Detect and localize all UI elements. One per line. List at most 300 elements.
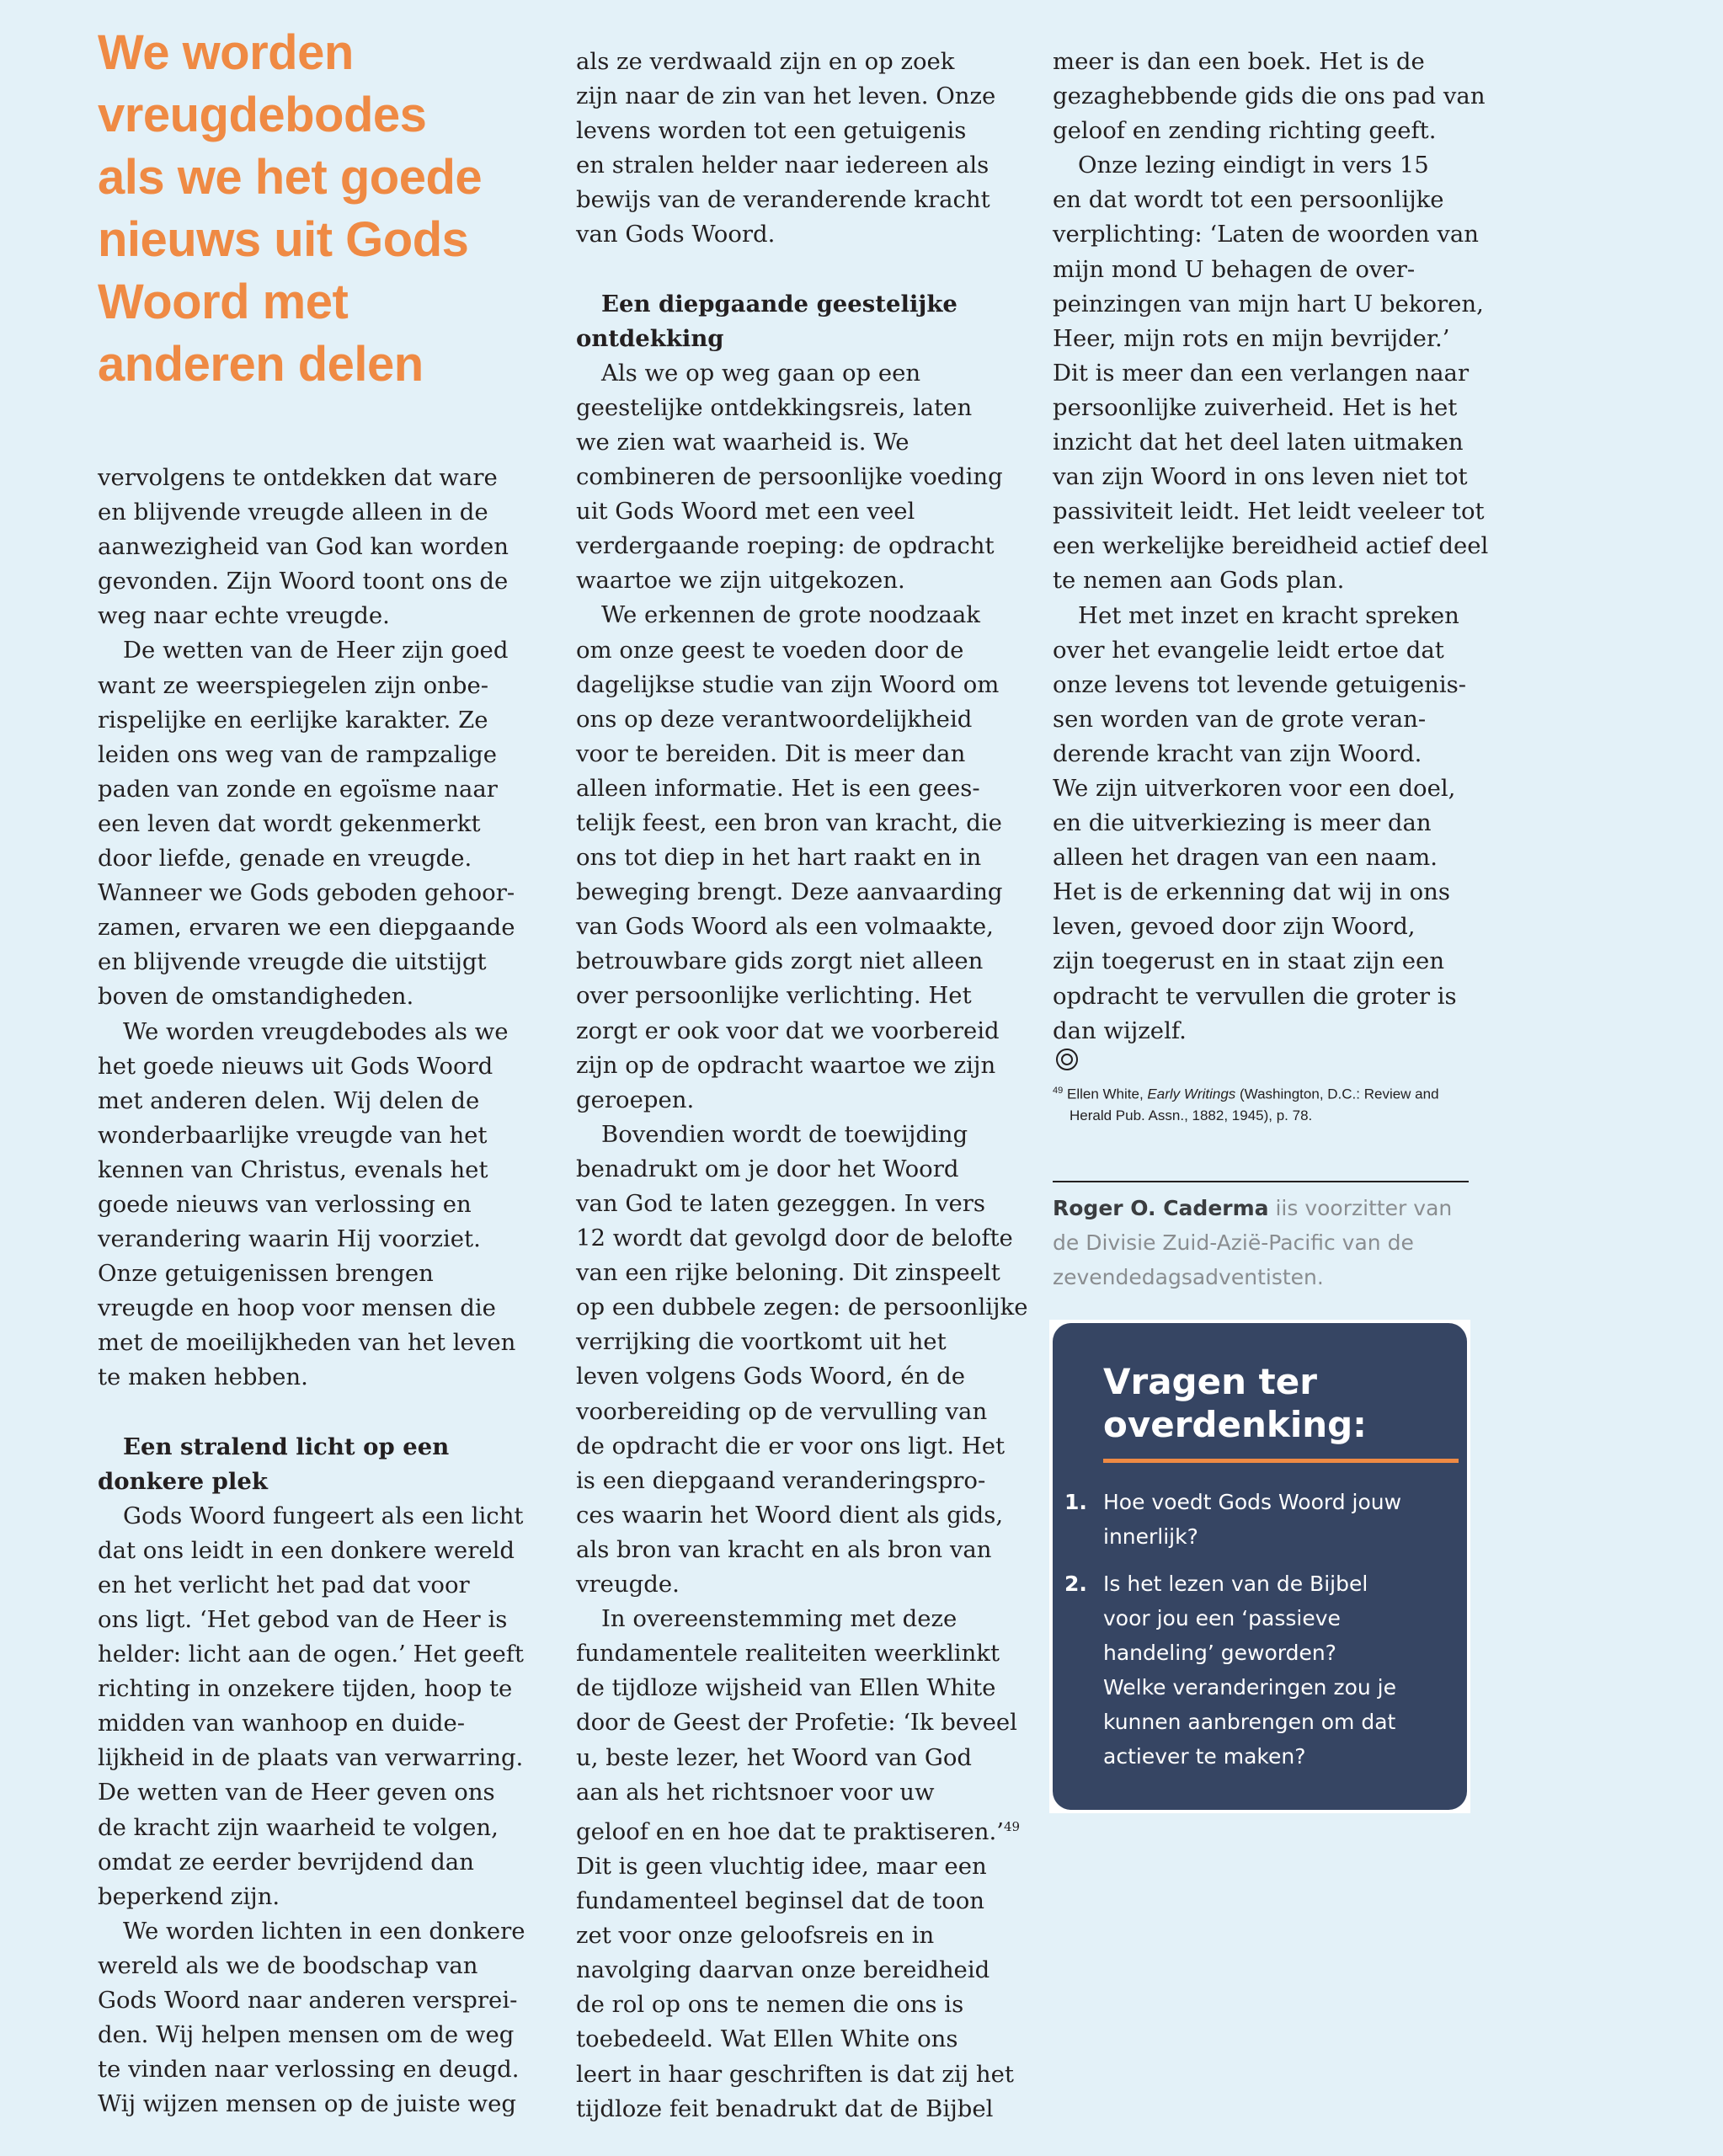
body-text-line [576,1395,1028,1429]
body-text-line [576,598,1028,632]
body-text-line [1053,563,1488,598]
line-text: een werkelijke bereidheid actief deel [1053,532,1489,560]
line-text: en stralen helder naar iedereen als [576,152,990,179]
line-text: Een stralend licht op een [123,1433,450,1460]
line-text: de kracht zijn waarheid te volgen, [98,1813,499,1841]
body-text-line [576,1988,1028,2022]
body-text-line [98,1499,525,1534]
body-text-line [98,1775,525,1810]
body-text-line [1053,356,1488,391]
body-text-line [576,1083,1028,1118]
line-text: om onze geest te voeden door de [576,636,964,664]
body-text-line [98,807,525,841]
line-text: helder: licht aan de ogen.’ Het geeft [98,1641,524,1668]
body-text-line [98,1568,525,1603]
line-text: gezaghebbende gids die ons pad van [1053,83,1486,110]
body-text-line [576,1810,1028,1849]
question-item [1064,1566,1460,1774]
line-text: de tijdloze wijsheid van Ellen White [576,1674,996,1702]
body-text-line [576,2092,1028,2127]
reflection-questions-box [1049,1320,1470,1813]
body-text-line [576,944,1028,979]
body-text-line [576,1533,1028,1567]
column-2-body [576,45,1028,2127]
body-text-line [98,1049,525,1084]
line-text: geloof en en hoe dat te praktiseren.’ [576,1817,1004,1845]
line-text: vreugde en hoop voor mensen die [98,1294,496,1322]
line-text: een leven dat wordt gekenmerkt [98,809,481,837]
line-text: den. Wij helpen mensen om de weg [98,2021,515,2049]
body-text-line [98,1914,525,1949]
line-text: u, beste lezer, het Woord van God [576,1743,972,1771]
body-text-line [576,1221,1028,1256]
body-text-line [1053,529,1488,563]
body-text-line [98,1741,525,1775]
body-text-line [576,460,1028,494]
body-text-line [576,1325,1028,1359]
line-text: van Gods Woord als een volmaakte, [576,913,994,941]
body-text-line [98,633,525,668]
line-text: op een dubbele zegen: de persoonlijke [576,1294,1028,1321]
body-text-line [576,702,1028,737]
body-text-line [98,1949,525,1983]
line-text: weg naar echte vreugde. [98,602,390,630]
line-text: benadrukt om je door het Woord [576,1155,959,1182]
body-text-line [576,841,1028,875]
line-text: De wetten van de Heer geven ons [98,1779,495,1806]
line-text: leven volgens Gods Woord, én de [576,1363,965,1390]
body-text-line [576,114,1028,148]
line-text: Wanneer we Gods geboden gehoor- [98,879,515,907]
line-text: en blijvende vreugde die uitstijgt [98,948,487,976]
line-text: en die uitverkiezing is meer dan [1053,809,1432,837]
line-text: geroepen. [576,1086,695,1113]
column-1 [98,0,536,2118]
body-text-line [98,1811,525,1845]
line-text: Dit is geen vluchtig idee, maar een [576,1852,987,1880]
paragraph-gap [98,1396,525,1430]
line-text: als ze verdwaald zijn en op zoek [576,48,955,75]
body-text-line [98,1187,525,1222]
line-text: lijkheid in de plaats van verwarring. [98,1744,524,1772]
line-text: ons op deze verantwoordelijkheid [576,705,973,733]
body-text-line [98,1637,525,1672]
section-heading-line [98,1430,525,1465]
line-text: de opdracht die er voor ons ligt. Het [576,1432,1006,1460]
body-text-line [576,563,1028,598]
body-text-line [576,494,1028,529]
accent-rule [1103,1459,1459,1463]
line-text: Bovendien wordt de toewijding [601,1120,968,1148]
line-text: In overeenstemming met deze [601,1605,958,1633]
body-text-line [1053,944,1488,979]
line-text: en het verlicht het pad dat voor [98,1571,470,1598]
body-text-line [1053,841,1488,875]
line-text: over het evangelie leidt ertoe dat [1053,636,1444,664]
line-text: betrouwbare gids zorgt niet alleen [576,947,984,975]
body-text-line [1053,322,1488,356]
line-text: richting in onzekere tijden, hoop te [98,1675,513,1703]
concentric-circles-icon [1056,1049,1078,1070]
line-text: omdat ze eerder bevrijdend dan [98,1848,474,1876]
line-text: de rol op ons te nemen die ons is [576,1991,964,2019]
footnote-publication: (Washington, D.C.: Review and [1240,1086,1439,1102]
line-text: dan wijzelf. [1053,1017,1187,1044]
line-text: sen worden van de grote veran- [1053,705,1427,733]
line-text: als bron van kracht en als bron van [576,1535,992,1563]
line-text: boven de omstandigheden. [98,983,414,1011]
line-text: We erkennen de grote noodzaak [601,601,980,629]
line-text: verdergaande roeping: de opdracht [576,532,995,560]
column-3-body [1053,45,1488,1070]
line-text: verrijking die voortkomt uit het [576,1328,947,1356]
author-role: iis voorzitter van [1268,1196,1453,1220]
body-text-line [98,461,525,495]
line-text: tijdloze feit benadrukt dat de Bijbel [576,2095,994,2122]
line-text: We worden vreugdebodes als we [123,1017,509,1045]
line-text: derende kracht van zijn Woord. [1053,739,1422,767]
line-text: ons tot diep in het hart raakt en in [576,844,982,872]
body-text-line [576,737,1028,771]
footnote [1053,1081,1491,1126]
line-text: passiviteit leidt. Het leidt veeleer tot [1053,498,1485,526]
body-text-line [576,1567,1028,1602]
body-text-line [576,979,1028,1013]
line-text: zijn toegerust en in staat zijn een [1053,947,1445,975]
body-text-line [98,2018,525,2052]
line-text: voor te bereiden. Dit is meer dan [576,739,966,767]
body-text-line [98,910,525,945]
author-name: Roger O. Caderma [1053,1196,1269,1220]
question-text-line: handeling’ geworden? [1103,1641,1336,1665]
body-text-line [98,1706,525,1741]
body-text-line [576,1849,1028,1884]
line-text: met anderen delen. Wij delen de [98,1086,480,1114]
body-text-line [1053,391,1488,425]
line-text: van Gods Woord. [576,221,776,248]
body-text-line [576,1741,1028,1775]
body-text-line [1053,702,1488,737]
line-text: waartoe we zijn uitgekozen. [576,567,905,595]
line-text: te nemen aan Gods plan. [1053,567,1345,595]
body-text-line [1053,183,1488,217]
body-text-line [576,1014,1028,1049]
body-text-line [98,1534,525,1568]
body-text-line [576,183,1028,217]
line-text: alleen informatie. Het is een gees- [576,774,980,802]
line-text: navolging daarvan onze bereidheid [576,1956,990,1984]
body-text-line [98,495,525,530]
line-text: gevonden. Zijn Woord toont ons de [98,568,509,595]
line-text: Dit is meer dan een verlangen naar [1053,359,1470,387]
body-text-line [576,1464,1028,1498]
body-text-line [98,1118,525,1153]
line-text: combineren de persoonlijke voeding [576,463,1003,491]
line-text: donkere plek [98,1467,268,1495]
line-text: door de Geest der Profetie: ‘Ik beveel [576,1709,1017,1737]
line-text: paden van zonde en egoïsme naar [98,775,498,803]
line-text: door liefde, genade en vreugde. [98,845,472,873]
line-text: leven, gevoed door zijn Woord, [1053,913,1416,941]
line-text: vervolgens te ontdekken dat ware [98,464,498,491]
body-text-line [1053,668,1488,702]
line-text: Onze lezing eindigt in vers 15 [1078,152,1429,179]
line-text: midden van wanhoop en duide- [98,1710,466,1737]
line-text: te maken hebben. [98,1364,308,1391]
line-text: aan als het richtsnoer voor uw [576,1778,935,1806]
body-text-line [576,668,1028,702]
question-text-line: kunnen aanbrengen om dat [1103,1710,1396,1734]
body-text-line [98,1326,525,1360]
question-text-line: innerlijk? [1103,1524,1198,1549]
body-text-line [576,1919,1028,1953]
body-text-line [576,1602,1028,1636]
body-text-line [98,738,525,772]
line-text: Gods Woord fungeert als een licht [123,1502,524,1529]
body-text-line [1053,114,1488,148]
line-text: 12 wordt dat gevolgd door de belofte [576,1225,1013,1252]
body-text-line [1053,79,1488,114]
body-text-line [1053,875,1488,910]
body-text-line [576,1049,1028,1083]
question-text-line: Is het lezen van de Bijbel [1103,1572,1368,1596]
body-text-line [1053,494,1488,529]
line-text: zijn op de opdracht waartoe we zijn [576,1051,996,1079]
line-text: is een diepgaand veranderingspro- [576,1466,986,1494]
line-text: verandering waarin Hij voorziet. [98,1225,481,1253]
body-text-line [1053,425,1488,460]
line-text: ces waarin het Woord dient als gids, [576,1501,1004,1529]
question-text-line: voor jou een ‘passieve [1103,1606,1341,1630]
section-heading-line [576,287,1028,322]
body-text-line [576,217,1028,252]
line-text: dagelijkse studie van zijn Woord om [576,670,1000,698]
line-text: verplichting: ‘Laten de woorden van [1053,221,1479,248]
line-text: zamen, ervaren we een diepgaande [98,914,515,942]
line-text: Een diepgaande geestelijke [601,290,958,318]
section-heading-line [98,1465,525,1499]
line-text: voorbereiding op de vervulling van [576,1397,988,1425]
line-text: alleen het dragen van een naam. [1053,844,1438,872]
line-text: uit Gods Woord met een veel [576,498,915,526]
line-text: van zijn Woord in ons leven niet tot [1053,463,1468,491]
body-text-line [576,79,1028,114]
body-text-line [576,1636,1028,1671]
line-text: het goede nieuws uit Gods Woord [98,1052,493,1080]
body-text-line [98,1603,525,1637]
body-text-line [1053,737,1488,771]
body-text-line [576,1498,1028,1533]
body-text-line [576,45,1028,79]
body-text-line [576,633,1028,668]
body-text-line [98,1672,525,1706]
line-text: opdracht te vervullen die groter is [1053,982,1457,1010]
body-text-line [98,530,525,564]
line-text: De wetten van de Heer zijn goed [123,637,509,664]
line-text: Onze getuigenissen brengen [98,1260,434,1288]
body-text-line [98,2052,525,2087]
body-text-line [1053,217,1488,252]
body-text-line [1053,979,1488,1014]
body-text-line [1053,599,1488,633]
line-text: bewijs van de veranderende kracht [576,186,990,214]
line-text: wonderbaarlijke vreugde van het [98,1121,488,1149]
line-text: Het is de erkenning dat wij in ons [1053,878,1450,906]
body-text-line [1053,287,1488,322]
line-text: onze levens tot levende getuigenis- [1053,670,1467,698]
article-headline: We worden vreugdebodes als we het goede nieuws uit Gods Woord met anderen delen [98,25,483,392]
body-text-line [576,529,1028,563]
body-text-line [98,979,525,1014]
body-text-line [1053,1014,1488,1070]
body-text-line [98,599,525,633]
body-text-line [576,1118,1028,1152]
body-text-line [576,1953,1028,1988]
body-text-line [98,1360,525,1395]
body-text-line [1053,771,1488,806]
line-text: beweging brengt. Deze aanvaarding [576,878,1003,906]
line-text: we zien wat waarheid is. We [576,428,910,456]
line-text: Wij wijzen mensen op de juiste weg [98,2090,516,2118]
line-text: leiden ons weg van de rampzalige [98,740,498,768]
line-text: Gods Woord naar anderen versprei- [98,1987,518,2015]
footnote-title: Early Writings [1147,1086,1236,1102]
body-text-line [98,841,525,876]
question-text-line: actiever te maken? [1103,1744,1306,1769]
body-text-line [1053,148,1488,183]
body-text-line [1053,253,1488,287]
body-text-line [576,1429,1028,1464]
line-text: We zijn uitverkoren voor een doel, [1053,774,1456,802]
column-1-body [98,461,525,2121]
line-text: meer is dan een boek. Het is de [1053,48,1425,75]
body-text-line [576,425,1028,460]
body-text-line [576,148,1028,183]
question-number: 1. [1064,1490,1087,1514]
body-text-line [576,391,1028,425]
line-text: over persoonlijke verlichting. Het [576,982,972,1010]
line-text: rispelijke en eerlijke karakter. Ze [98,706,488,734]
body-text-line [576,1775,1028,1810]
author-bio-line-2: de Divisie Zuid-Azië-Pacific van de [1053,1230,1414,1255]
question-text-line: Welke veranderingen zou je [1103,1675,1397,1700]
line-text: wereld als we de boodschap van [98,1951,478,1979]
body-text-line [576,875,1028,910]
body-text-line [576,1290,1028,1325]
line-text: en blijvende vreugde alleen in de [98,499,488,526]
body-text-line [98,2087,525,2121]
line-text: peinzingen van mijn hart U bekoren, [1053,290,1484,318]
line-text: toebedeeld. Wat Ellen White ons [576,2025,958,2053]
author-divider [1053,1181,1469,1182]
line-text: goede nieuws van verlossing en [98,1190,472,1218]
question-item [1064,1485,1460,1554]
body-text-line [576,910,1028,944]
question-list [1064,1485,1460,1786]
line-text: ons ligt. ‘Het gebod van de Heer is [98,1606,508,1633]
body-text-line [98,1845,525,1880]
body-text-line [98,1257,525,1291]
body-text-line [98,1153,525,1187]
line-text: levens worden tot een getuigenis [576,117,967,145]
section-heading-line [576,322,1028,356]
line-text: We worden lichten in een donkere [123,1917,525,1945]
body-text-line [98,945,525,979]
reflection-questions-panel [1053,1323,1467,1810]
line-text: leert in haar geschriften is dat zij het [576,2060,1014,2088]
line-text: zijn naar de zin van het leven. Onze [576,83,996,110]
footnote-author: Ellen White, [1066,1086,1144,1102]
body-text-line [1053,460,1488,494]
body-text-line [98,669,525,703]
line-text: persoonlijke zuiverheid. Het is het [1053,393,1458,421]
body-text-line [98,564,525,599]
author-bio-line-3: zevendedagsadventisten. [1053,1265,1324,1289]
line-text: zorgt er ook voor dat we voorbereid [576,1017,1000,1044]
line-text: beperkend zijn. [98,1882,280,1910]
question-text-line: Hoe voedt Gods Woord jouw [1103,1490,1402,1514]
body-text-line [576,2022,1028,2057]
body-text-line [576,2057,1028,2092]
line-text: dat ons leidt in een donkere wereld [98,1536,515,1564]
body-text-line [576,771,1028,806]
line-text: inzicht dat het deel laten uitmaken [1053,429,1464,456]
footnote-reference: 49 [1003,1818,1021,1834]
line-text: want ze weerspiegelen zijn onbe- [98,671,489,699]
footnote-number: 49 [1053,1086,1064,1096]
body-text-line [98,1222,525,1257]
body-text-line [576,1256,1028,1290]
line-text: fundamentele realiteiten weerklinkt [576,1640,1000,1668]
body-text-line [576,806,1028,841]
body-text-line [98,772,525,807]
body-text-line [98,1015,525,1049]
body-text-line [98,1880,525,1914]
body-text-line [1053,910,1488,944]
line-text: en dat wordt tot een persoonlijke [1053,186,1444,214]
line-text: Het met inzet en kracht spreken [1078,601,1459,629]
line-text: aanwezigheid van God kan worden [98,533,509,561]
body-text-line [98,876,525,910]
line-text: telijk feest, een bron van kracht, die [576,808,1002,836]
body-text-line [576,356,1028,391]
body-text-line [98,1983,525,2018]
body-text-line [98,1291,525,1326]
body-text-line [1053,45,1488,79]
line-text: ontdekking [576,324,724,352]
line-text: geestelijke ontdekkingsreis, laten [576,393,973,421]
body-text-line [576,1359,1028,1394]
line-text: geloof en zending richting geeft. [1053,117,1437,145]
body-text-line [576,1187,1028,1221]
body-text-line [576,1152,1028,1187]
line-text: vreugde. [576,1571,680,1598]
body-text-line [98,1084,525,1118]
line-text: van God te laten gezeggen. In vers [576,1190,985,1217]
line-text: te vinden naar verlossing en deugd. [98,2056,520,2084]
paragraph-gap [576,253,1028,287]
author-bio [1053,1191,1491,1294]
body-text-line [98,703,525,738]
line-text: fundamenteel beginsel dat de toon [576,1887,984,1915]
body-text-line [576,1884,1028,1919]
footnote-line-2: Herald Pub. Assn., 1882, 1945), p. 78. [1070,1107,1313,1123]
line-text: Heer, mijn rots en mijn bevrijder.’ [1053,324,1450,352]
body-text-line [1053,806,1488,841]
line-text: met de moeilijkheden van het leven [98,1329,516,1357]
line-text: van een rijke beloning. Dit zinspeelt [576,1259,1000,1287]
line-text: Als we op weg gaan op een [601,359,921,387]
